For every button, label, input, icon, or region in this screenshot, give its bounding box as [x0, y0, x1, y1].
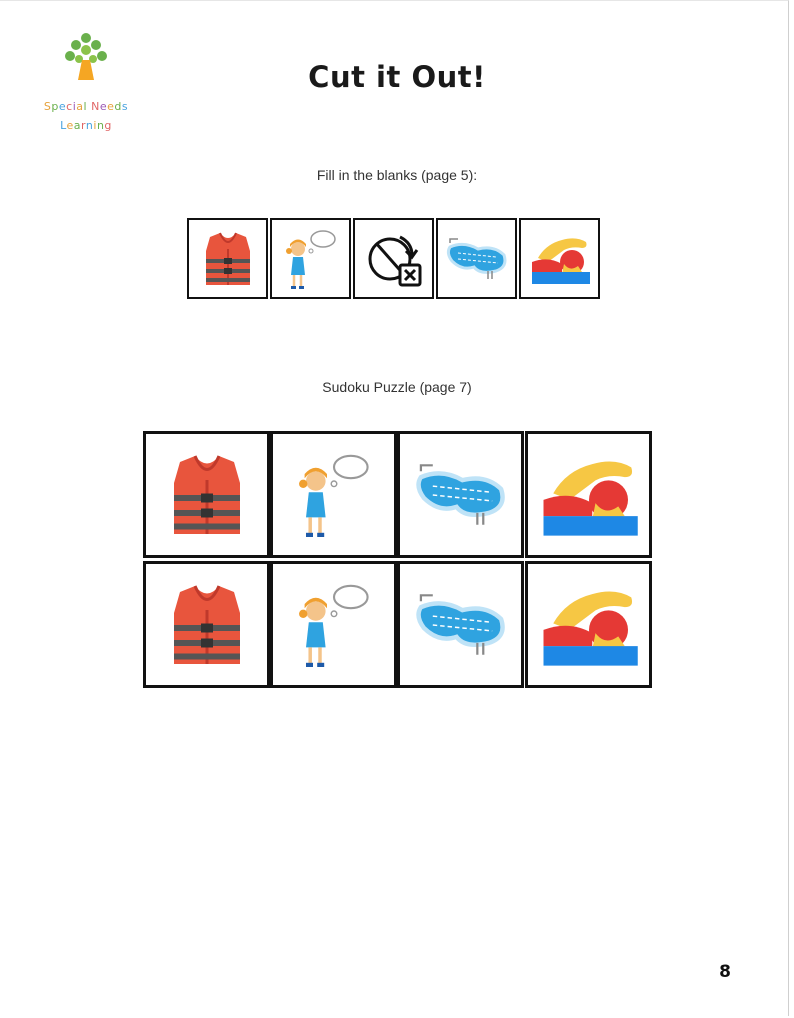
page-number: 8: [719, 962, 731, 982]
fill-cell-life-jacket[interactable]: [187, 218, 268, 299]
sudoku-cell-r1-girl-thinking[interactable]: [270, 431, 397, 558]
sudoku-cell-r2-girl-thinking[interactable]: [270, 561, 397, 688]
girl-thinking-icon: [292, 579, 376, 671]
girl-thinking-icon: [292, 449, 376, 541]
logo-text: [38, 97, 134, 135]
sudoku-cell-r1-swimming-pool[interactable]: [397, 431, 524, 558]
life-jacket-icon: [165, 579, 249, 671]
sudoku-cell-r2-swimmer[interactable]: [525, 561, 652, 688]
swimming-pool-icon: [412, 462, 510, 528]
sudoku-cell-r2-life-jacket[interactable]: [143, 561, 270, 688]
swimmer-icon: [537, 581, 641, 669]
swimming-pool-icon: [444, 237, 510, 281]
sudoku-cell-r1-life-jacket[interactable]: [143, 431, 270, 558]
fill-in-blanks-label: Fill in the blanks (page 5):: [316, 167, 478, 183]
swimmer-icon: [528, 232, 592, 286]
fill-in-blanks-row: [187, 218, 600, 299]
page-title: Cut it Out!: [308, 60, 486, 94]
sudoku-cell-r1-swimmer[interactable]: [525, 431, 652, 558]
sudoku-grid: [143, 431, 652, 689]
fill-cell-swimmer[interactable]: [519, 218, 600, 299]
fill-cell-no-cycle[interactable]: [353, 218, 434, 299]
no-cycle-icon: [364, 229, 424, 289]
sudoku-label: Sudoku Puzzle (page 7): [322, 379, 472, 395]
sudoku-cell-r2-swimming-pool[interactable]: [397, 561, 524, 688]
life-jacket-icon: [200, 229, 256, 289]
fill-cell-girl-thinking[interactable]: [270, 218, 351, 299]
logo-line1: Special Needs: [43, 100, 129, 113]
logo-line2: Learning: [60, 119, 112, 132]
swimming-pool-icon: [412, 592, 510, 658]
swimmer-icon: [537, 451, 641, 539]
girl-thinking-icon: [281, 227, 341, 291]
fill-cell-swimming-pool[interactable]: [436, 218, 517, 299]
life-jacket-icon: [165, 449, 249, 541]
